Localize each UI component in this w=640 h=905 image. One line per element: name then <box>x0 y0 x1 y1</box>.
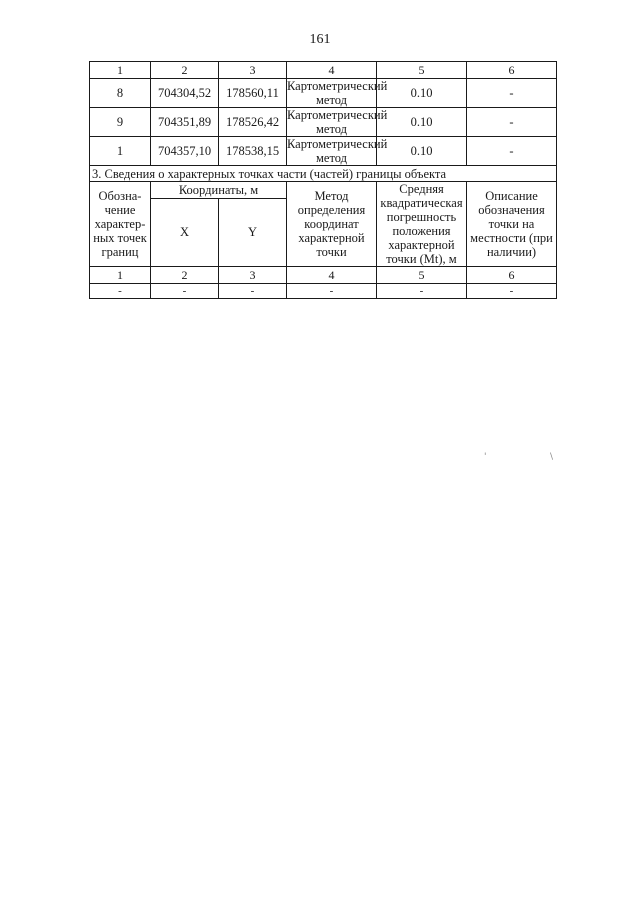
empty-cell: - <box>467 284 557 299</box>
column-number: 5 <box>377 267 467 284</box>
column-number: 2 <box>151 267 219 284</box>
column-number: 4 <box>287 62 377 79</box>
method-header: Метод определения координат характерной точки <box>287 182 377 267</box>
x-cell: 704304,52 <box>151 79 219 108</box>
column-number: 3 <box>219 267 287 284</box>
error-cell: 0.10 <box>377 79 467 108</box>
column-number-row <box>90 267 557 284</box>
table-row <box>90 137 557 166</box>
empty-cell: - <box>90 284 151 299</box>
x-header: X <box>151 198 219 266</box>
empty-cell: - <box>377 284 467 299</box>
description-header: Описание обозначения точки на местности (при наличии) <box>467 182 557 267</box>
column-number: 2 <box>151 62 219 79</box>
coordinates-header: Координаты, м <box>151 182 287 199</box>
section-title-row <box>90 166 557 182</box>
y-cell: 178560,11 <box>219 79 287 108</box>
section-title: 3. Сведения о характерных точках части (частей) границы объекта <box>90 166 557 182</box>
column-number: 3 <box>219 62 287 79</box>
column-number: 6 <box>467 62 557 79</box>
y-cell: 178526,42 <box>219 108 287 137</box>
table-row <box>90 108 557 137</box>
x-cell: 704351,89 <box>151 108 219 137</box>
description-cell: - <box>467 79 557 108</box>
method-cell: Картометрический метод <box>287 108 388 136</box>
method-cell: Картометрический метод <box>287 137 388 165</box>
point-cell: 8 <box>90 79 151 108</box>
scan-speck: ' <box>484 452 487 462</box>
column-number: 6 <box>467 267 557 284</box>
point-cell: 1 <box>90 137 151 166</box>
section-header-row <box>90 182 557 199</box>
column-number: 4 <box>287 267 377 284</box>
column-number: 1 <box>90 62 151 79</box>
method-cell: Картометрический метод <box>287 79 388 107</box>
points-table <box>89 61 557 299</box>
point-cell: 9 <box>90 108 151 137</box>
x-cell: 704357,10 <box>151 137 219 166</box>
y-header: Y <box>219 198 287 266</box>
y-cell: 178538,15 <box>219 137 287 166</box>
error-cell: 0.10 <box>377 137 467 166</box>
error-header: Средняя квадратическая погрешность положения характерной точки (Mt), м <box>377 182 467 267</box>
column-number: 1 <box>90 267 151 284</box>
column-number-row <box>90 62 557 79</box>
column-number: 5 <box>377 62 467 79</box>
error-cell: 0.10 <box>377 108 467 137</box>
empty-cell: - <box>287 284 377 299</box>
table-row <box>90 79 557 108</box>
description-cell: - <box>467 108 557 137</box>
table-row <box>90 284 557 299</box>
designation-header: Обозна-чение характер-ных точек границ <box>90 182 151 267</box>
page-number: 161 <box>309 32 331 47</box>
description-cell: - <box>467 137 557 166</box>
empty-cell: - <box>151 284 219 299</box>
scan-speck: \ <box>550 452 554 462</box>
empty-cell: - <box>219 284 287 299</box>
